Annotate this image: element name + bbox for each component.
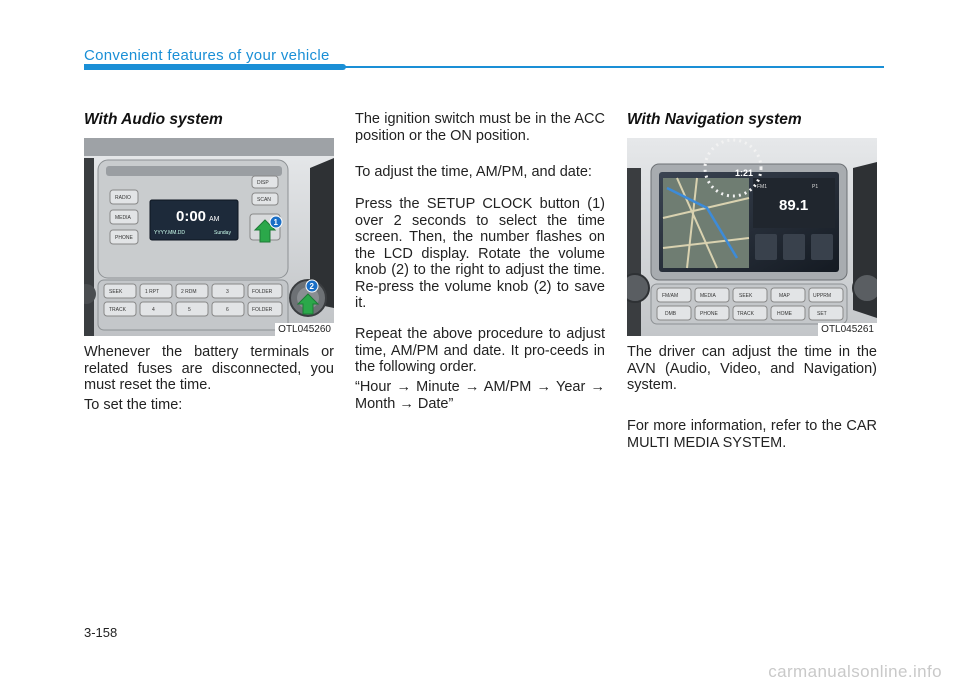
heading-audio-system: With Audio system (84, 111, 223, 128)
nav-button-label: SET (817, 311, 827, 317)
callout-1: 1 (273, 218, 278, 227)
page-number: 3-158 (84, 625, 118, 640)
nav-clock: 1:21 (735, 168, 754, 178)
btn-label-scan: SCAN (257, 197, 271, 203)
nav-button-label: HOME (777, 311, 792, 317)
lcd-clock: 0:00 (176, 208, 207, 225)
paragraph: To adjust the time, AM/PM, and date: (355, 164, 592, 180)
preset-label: 3 (226, 289, 229, 295)
preset-label: FOLDER (252, 289, 273, 295)
preset-label: FOLDER (252, 307, 273, 313)
lcd-ampm: AM (209, 216, 220, 223)
heading-navigation-system: With Navigation system (627, 111, 802, 128)
preset-label: 5 (188, 307, 191, 313)
callout-2: 2 (309, 282, 314, 291)
paragraph: Whenever the battery terminals or related fuses are disconnected, you must reset the time. (84, 344, 334, 393)
nav-button-label: SEEK (739, 293, 753, 299)
figure-code: OTL045261 (818, 323, 877, 336)
paragraph: The driver can adjust the time in the AVN (Audio, Video, and Navigation) system. (627, 344, 877, 393)
preset-label: SEEK (109, 289, 123, 295)
nav-unit-illustration (627, 138, 877, 336)
paragraph: Repeat the above procedure to adjust time, AM/PM and date. It pro-ceeds in the following order. (355, 326, 605, 375)
lcd-date-format: YYYY.MM.DD (154, 230, 186, 236)
radio-band: FM1 (757, 184, 767, 190)
figure-code: OTL045260 (275, 323, 334, 336)
paragraph: “Hour → Minute → AM/PM → Year → Month → Date” (355, 379, 605, 412)
audio-system-figure (84, 138, 334, 336)
preset-label: 4 (152, 307, 155, 313)
section-header: Convenient features of your vehicle (84, 47, 330, 64)
preset-label: 1 RPT (145, 289, 160, 295)
nav-button-label: TRACK (737, 311, 754, 317)
header-accent-bar (84, 64, 346, 70)
preset-label: TRACK (109, 307, 126, 313)
paragraph: To set the time: (84, 397, 183, 413)
preset-label: 2 RDM (181, 289, 197, 295)
btn-label-disp: DISP (257, 180, 269, 186)
nav-button-label: MAP (779, 293, 790, 299)
navigation-system-figure (627, 138, 877, 336)
lcd-day: Sunday (214, 230, 231, 236)
nav-button-label: PHONE (700, 311, 718, 317)
nav-button-label: MEDIA (700, 293, 716, 299)
right-knob (853, 274, 877, 302)
btn-label-phone: PHONE (115, 235, 133, 241)
left-knob (627, 274, 649, 302)
btn-label-media: MEDIA (115, 215, 131, 221)
preset-label: 6 (226, 307, 229, 313)
btn-label-radio: RADIO (115, 195, 131, 201)
paragraph: For more information, refer to the CAR MULTI MEDIA SYSTEM. (627, 418, 877, 451)
watermark: carmanualsonline.info (768, 662, 942, 681)
radio-frequency: 89.1 (779, 197, 809, 214)
nav-button-label: UPPRM (813, 293, 832, 299)
audio-unit-illustration (84, 138, 334, 336)
paragraph: The ignition switch must be in the ACC position or the ON position. (355, 111, 605, 144)
nav-button-label: DMB (665, 311, 677, 317)
preset-buttons-bottom (104, 302, 282, 316)
paragraph: Press the SETUP CLOCK button (1) over 2 seconds to select the time screen. Then, the number flashes on the LCD display. Rotate the volume knob (2) to the right to adjust the time. Re-press the volume knob (2) to save it. (355, 196, 605, 311)
nav-button-label: FM/AM (662, 293, 679, 299)
preset-buttons-top (104, 284, 282, 298)
radio-preset: P1 (812, 184, 819, 190)
